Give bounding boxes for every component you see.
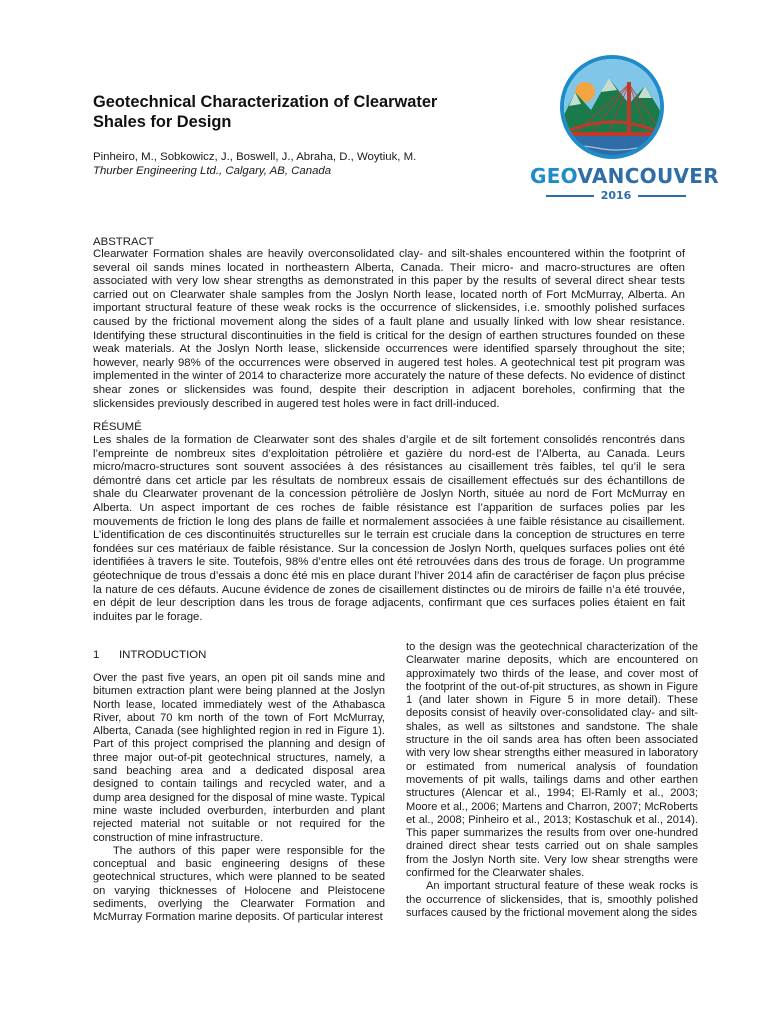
logo-wordmark-geo: GEO <box>530 164 578 188</box>
paper-title: Geotechnical Characterization of Clearwater Shales for Design <box>93 93 438 131</box>
author-list: Pinheiro, M., Sobkowicz, J., Boswell, J., Abraha, D., Woytiuk, M. <box>93 151 417 163</box>
logo-rule-right <box>638 195 686 197</box>
body-column-right <box>406 641 698 1001</box>
abstract-heading: ABSTRACT <box>93 236 154 248</box>
author-affiliation: Thurber Engineering Ltd., Calgary, AB, Canada <box>93 165 332 177</box>
section-number: 1 <box>93 649 100 661</box>
resume-heading: RÉSUMÉ <box>93 421 142 433</box>
body-paragraph: to the design was the geotechnical characterization of the Clearwater marine deposits, which are encountered on approximately two thirds of the lease, and cover most of the footprint of the out-of-pit structures, as shown in Figure 1 (and later shown in Figure 5 in more detail). These deposits consist of heavily over-consolidated clay- and silt-shales, as well as siltstones and sandstone. The shale structure in the oil sands area has often been associated with very low shear strengths either measured in laboratory or estimated from numerical analysis of foundation movements of pit walls, tailings dams and other earthen structures (Alencar et al., 1994; El-Ramly et al., 2003; Moore et al., 2006; Martens and Charron, 2007; McRoberts et al., 2008; Pinheiro et al., 2013; Kostaschuk et al., 2014). This paper summarizes the results from over one-hundred drained direct shear tests carried out on shale samples from the Joslyn North site. Very low shear strengths were confirmed for the Clearwater shales. <box>406 641 698 880</box>
abstract-text: Clearwater Formation shales are heavily overconsolidated clay- and silt-shales encountered within the footprint of several oil sands mines located in northeastern Alberta, Canada. Their micro- and macro-structures are often associated with very low shear strengths as demonstrated in this paper by the results of several direct shear tests carried out on Clearwater shale samples from the Joslyn North lease, located north of Fort McMurray, Alberta. An important structural feature of these weak rocks is the occurrence of slickensides, i.e. smoothly polished surfaces caused by the frictional movement along the sides of a fault plane and usually linked with low shear resistance. Identifying these structural discontinuities in the field is critical for the design of earthen structures founded on these weak materials. At the Joslyn North lease, slickenside occurrences were identified sparsely throughout the site; however, nearly 98% of the occurrences were observed in augered test holes. A geotechnical test pit program was implemented in the winter of 2014 to characterize more accurately the nature of these defects. No evidence of distinct shear zones or slickensides was found, despite their description in adjacent boreholes, confirming that the slickensides previously described in augered test holes were in fact drill-induced. <box>93 248 686 410</box>
introduction-heading <box>93 648 393 662</box>
body-paragraph: Over the past five years, an open pit oil sands mine and bitumen extraction plant were being planned at the Joslyn North lease, located immediately west of the Athabasca River, about 70 km north of the town of Fort McMurray, Alberta, Canada (see highlighted region in red in Figure 1). Part of this project comprised the planning and design of three major out-of-pit geotechnical structures, namely, a sand beaching area and a dedicated disposal area designed to contain tailings and recycled water, and a dump area designed for the disposal of mine waste. Typical mine waste included overburden, interburden and plant rejected material not suitable or not required for the construction of mine infrastructure. <box>93 672 385 844</box>
section-title: INTRODUCTION <box>119 649 207 661</box>
logo-year: 2016 <box>600 189 632 202</box>
conference-logo <box>530 52 719 212</box>
logo-year-band <box>530 189 702 203</box>
body-column-left <box>93 672 385 1022</box>
body-paragraph: The authors of this paper were responsible for the conceptual and basic engineering designs of these geotechnical structures, which were planned to be seated on varying thicknesses of Holocene and Pleistocene sediments, overlying the Clearwater Formation and McMurray Formation marine deposits. Of particular interest <box>93 844 385 924</box>
logo-wordmark-vancouver: VANCOUVER <box>577 164 719 188</box>
resume-text: Les shales de la formation de Clearwater sont des shales d’argile et de silt fortement consolidés rencontrés dans l’empreinte de nombreux sites d’exploitation pétrolière et gazière du nord-est de l’Alberta, au Canada. Leurs micro/macro-structures sont souvent associées à des résistances au cisaillement très faibles, tel qu’il le sera démontré dans cet article par les résultats de nombreux essais de cisaillement effectués sur des échantillons de shale du Clearwater provenant de la concession pétrolière de Joslyn North, située au nord de Fort McMurray en Alberta. Un aspect important de ces roches de faible résistance est l’apparition de surfaces polies par les mouvements de friction le long des plans de faille et normalement associées à une faible résistance au cisaillement. L’identification de ces discontinuités structurelles sur le terrain est cruciale dans la conception de structures en terre fondées sur ces matériaux de faible résistance. Sur la concession de Joslyn North, quelques surfaces polies ont été identifiées à travers le site. Toutefois, 98% d’entre elles ont été retrouvées dans des trous de forage. Un programme géotechnique de trous d’essais a donc été mis en place durant l’hiver 2014 afin de caractériser de façon plus précise la nature de ces défauts. Aucune évidence de zones de cisaillement distinctes ou de miroirs de faille n’a été trouvée, en dépit de leur description dans les trous de forage adjacents, confirmant que ces surfaces polies étaient en fait induites par le forage. <box>93 434 685 623</box>
logo-wordmark <box>530 164 719 188</box>
body-paragraph: An important structural feature of these weak rocks is the occurrence of slickensides, that is, smoothly polished surfaces caused by the frictional movement along the sides <box>406 880 698 919</box>
geovancouver-emblem-icon <box>557 52 667 162</box>
